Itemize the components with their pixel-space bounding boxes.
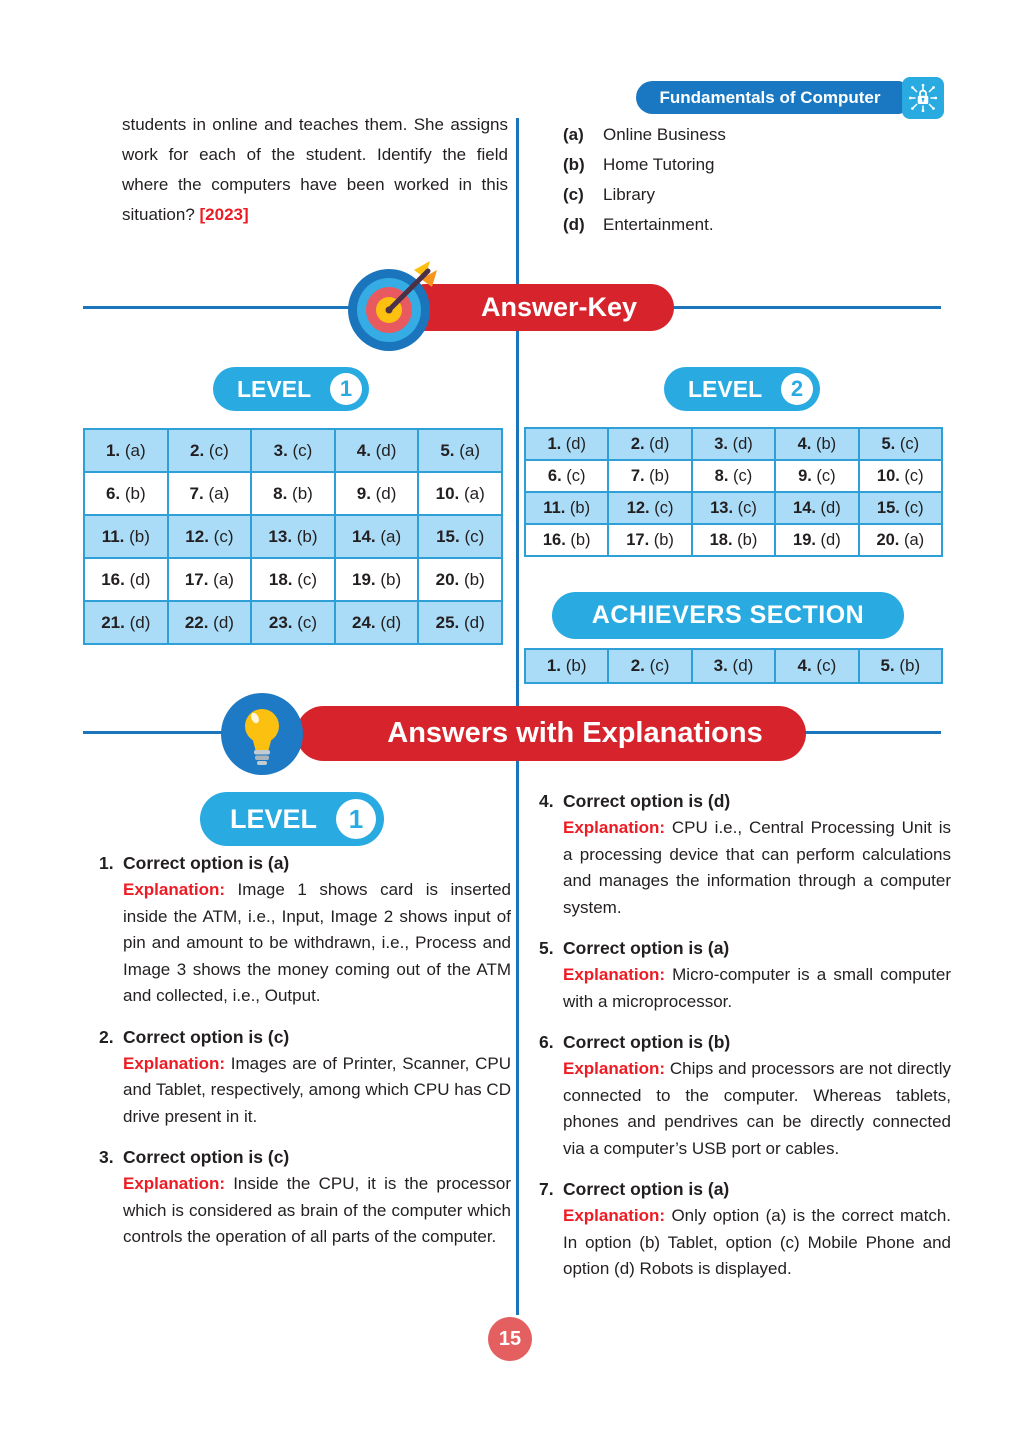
explanation-text: Explanation: Inside the CPU, it is the processor which is considered as brain of the computer which controls the operation of all parts of the computer.: [123, 1174, 511, 1246]
explanations-title: Answers with Explanations: [387, 717, 763, 749]
item-number: 1.: [99, 853, 114, 873]
lightbulb-icon: [221, 693, 303, 780]
explanation-label: Explanation:: [563, 1059, 666, 1078]
option-label: (b): [563, 155, 585, 174]
level-1-badge: [213, 367, 369, 411]
option-label: (a): [563, 125, 584, 144]
answer-cell: 10. (c): [859, 460, 942, 492]
answer-cell: 12. (c): [168, 515, 252, 558]
item-number: 7.: [539, 1179, 554, 1199]
explanations-level-label: LEVEL: [230, 803, 318, 834]
item-body: [563, 791, 951, 921]
answer-cell: 17. (b): [608, 524, 691, 556]
answer-row: [84, 429, 502, 472]
explanations-level-number: 1: [336, 799, 376, 839]
answers-with-explanations-banner: [296, 706, 806, 761]
option-label: (d): [563, 215, 585, 234]
question-text: [122, 110, 508, 230]
answer-cell: 3. (d): [692, 428, 775, 460]
answer-cell: 8. (b): [251, 472, 335, 515]
answer-cell: 20. (b): [418, 558, 502, 601]
option-item: [563, 150, 943, 180]
answer-row: [525, 428, 942, 460]
chapter-title: Fundamentals of Computer: [659, 87, 881, 107]
explanations-right-column: [539, 791, 951, 1300]
answer-cell: 19. (d): [775, 524, 858, 556]
answer-cell: 15. (c): [859, 492, 942, 524]
correct-option-heading: Correct option is (a): [563, 1179, 730, 1199]
answer-cell: 14. (a): [335, 515, 419, 558]
answer-cell: 11. (b): [525, 492, 608, 524]
answer-cell: 16. (d): [84, 558, 168, 601]
option-item: [563, 180, 943, 210]
item-body: [563, 1179, 951, 1283]
explanation-item: [99, 853, 511, 1010]
answer-cell: 2. (d): [608, 428, 691, 460]
achievers-section-title: ACHIEVERS SECTION: [591, 601, 865, 629]
answer-cell: 4. (b): [775, 428, 858, 460]
item-body: [123, 1027, 511, 1131]
circuit-lock-icon: [902, 77, 944, 119]
correct-option-heading: Correct option is (a): [123, 853, 290, 873]
answer-row: [525, 460, 942, 492]
explanation-text: Explanation: CPU i.e., Central Processing Unit is a processing device that can perform calculations and manages the information through a computer system.: [563, 818, 951, 917]
explanation-text: Explanation: Micro-computer is a small computer with a microprocessor.: [563, 965, 951, 1011]
answer-cell: 7. (b): [608, 460, 691, 492]
answer-cell: 11. (b): [84, 515, 168, 558]
options-list: [563, 120, 943, 240]
answer-row: [84, 558, 502, 601]
question-body: students in online and teaches them. She assigns work for each of the student. Identify the field where the computers have been worked in this situation?: [122, 115, 508, 224]
explanation-label: Explanation:: [123, 880, 226, 899]
answer-cell: 12. (c): [608, 492, 691, 524]
explanation-label: Explanation:: [563, 818, 666, 837]
achievers-section-badge: [552, 592, 904, 639]
answer-cell: 8. (c): [692, 460, 775, 492]
answer-row: [525, 492, 942, 524]
page-number-badge: [488, 1317, 532, 1361]
answer-cell: 22. (d): [168, 601, 252, 644]
level-2-label: LEVEL: [688, 375, 763, 402]
correct-option-heading: Correct option is (c): [123, 1147, 290, 1167]
explanation-item: [99, 1027, 511, 1131]
page-number: 15: [498, 1327, 522, 1350]
item-number: 6.: [539, 1032, 554, 1052]
answer-cell: 25. (d): [418, 601, 502, 644]
answer-cell: 3. (d): [692, 649, 775, 683]
item-number: 2.: [99, 1026, 114, 1047]
explanation-item: [539, 791, 951, 921]
explanation-label: Explanation:: [123, 1174, 226, 1193]
explanations-left-column: [99, 853, 511, 1268]
answer-cell: 16. (b): [525, 524, 608, 556]
option-text: Online Business: [603, 125, 726, 144]
answer-row: [525, 649, 942, 683]
explanation-label: Explanation:: [563, 1206, 666, 1225]
explanation-text: Explanation: Image 1 shows card is inserted inside the ATM, i.e., Input, Image 2 shows input of pin and amount to be withdrawn, i.e., Process and Image 3 shows the money coming out of the ATM and collected, i.e., Output.: [123, 880, 511, 1005]
explanation-label: Explanation:: [123, 1053, 226, 1073]
answer-cell: 7. (a): [168, 472, 252, 515]
item-number: 4.: [539, 791, 554, 811]
answer-cell: 14. (d): [775, 492, 858, 524]
explanation-label: Explanation:: [563, 965, 666, 984]
answer-cell: 10. (a): [418, 472, 502, 515]
correct-option-heading: Correct option is (a): [563, 938, 730, 958]
answer-cell: 23. (c): [251, 601, 335, 644]
explanation-item: [539, 1032, 951, 1162]
level-1-label: LEVEL: [237, 375, 312, 402]
answer-cell: 2. (c): [608, 649, 691, 683]
explanations-level-1-badge: [200, 792, 384, 846]
answer-row: [84, 601, 502, 644]
answer-cell: 6. (c): [525, 460, 608, 492]
level-2-badge: [664, 367, 820, 411]
answer-cell: 3. (c): [251, 429, 335, 472]
correct-option-heading: Correct option is (d): [563, 791, 731, 811]
answer-cell: 18. (c): [251, 558, 335, 601]
answer-cell: 15. (c): [418, 515, 502, 558]
answer-cell: 18. (b): [692, 524, 775, 556]
answer-key-banner: [402, 284, 674, 331]
explanation-item: [99, 1147, 511, 1251]
item-body: [123, 1147, 511, 1251]
item-body: [563, 1032, 951, 1162]
correct-option-heading: Correct option is (c): [123, 1026, 290, 1047]
answer-cell: 9. (d): [335, 472, 419, 515]
level-2-answer-table: [524, 427, 943, 557]
explanation-item: [539, 1179, 951, 1283]
answer-cell: 5. (b): [859, 649, 942, 683]
answer-cell: 4. (c): [775, 649, 858, 683]
answer-row: [84, 515, 502, 558]
answer-cell: 13. (b): [251, 515, 335, 558]
answer-cell: 6. (b): [84, 472, 168, 515]
answer-cell: 17. (a): [168, 558, 252, 601]
option-label: (c): [563, 185, 584, 204]
option-text: Library: [603, 185, 655, 204]
answer-cell: 20. (a): [859, 524, 942, 556]
answer-cell: 21. (d): [84, 601, 168, 644]
answer-cell: 1. (d): [525, 428, 608, 460]
explanation-text: Explanation: Images are of Printer, Scanner, CPU and Tablet, respectively, among which CPU has CD drive present in it.: [123, 1053, 511, 1126]
answer-cell: 19. (b): [335, 558, 419, 601]
achievers-answer-table: [524, 648, 943, 684]
correct-option-heading: Correct option is (b): [563, 1032, 731, 1052]
answer-cell: 5. (c): [859, 428, 942, 460]
answer-row: [84, 472, 502, 515]
answer-key-title: Answer-Key: [480, 292, 638, 322]
level-1-answer-table: [83, 428, 503, 645]
dartboard-arrow-icon: [344, 258, 438, 359]
option-text: Home Tutoring: [603, 155, 715, 174]
item-body: [123, 853, 511, 1010]
answer-row: [525, 524, 942, 556]
answer-cell: 1. (b): [525, 649, 608, 683]
answer-cell: 1. (a): [84, 429, 168, 472]
explanation-item: [539, 938, 951, 1015]
option-item: [563, 210, 943, 240]
answer-cell: 13. (c): [692, 492, 775, 524]
item-body: [563, 938, 951, 1015]
item-number: 3.: [99, 1147, 114, 1167]
answer-cell: 4. (d): [335, 429, 419, 472]
question-year-tag: [2023]: [199, 205, 249, 224]
option-text: Entertainment.: [603, 215, 714, 234]
level-1-number: 1: [330, 373, 362, 405]
answer-cell: 2. (c): [168, 429, 252, 472]
answer-cell: 9. (c): [775, 460, 858, 492]
answer-cell: 5. (a): [418, 429, 502, 472]
explanation-text: Explanation: Only option (a) is the correct match. In option (b) Tablet, option (c) Mobile Phone and option (d) Robots is displayed.: [563, 1206, 951, 1278]
option-item: [563, 120, 943, 150]
answer-cell: 24. (d): [335, 601, 419, 644]
item-number: 5.: [539, 938, 554, 958]
level-2-number: 2: [781, 373, 813, 405]
explanation-text: Explanation: Chips and processors are not directly connected to the computer. Whereas tablets, phones and pendrives can be directly connected via a computer’s USB port or cables.: [563, 1059, 951, 1158]
chapter-header-pill: [636, 81, 904, 114]
